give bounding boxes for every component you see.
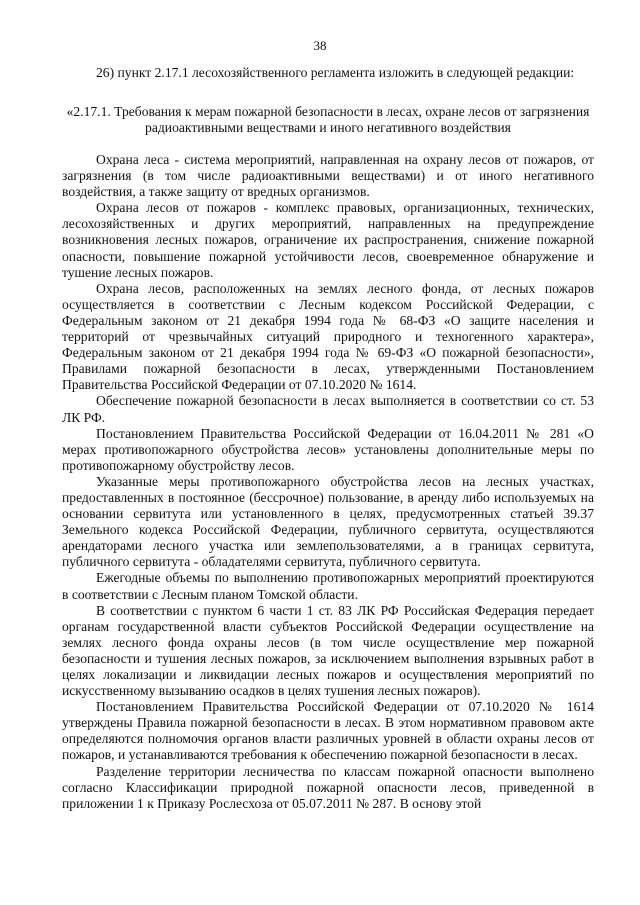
page-number: 38 xyxy=(313,38,327,53)
paragraph: Постановлением Правительства Российской Федерации от 07.10.2020 № 1614 утверждены Правила пожарной безопасности в лесах. В этом нормативном правовом акте определяются полномочия органов власти различных уровней в области охраны лесов от пожаров, и устанавливаются требования к обеспечению пожарной безопасности в лесах. xyxy=(62,699,594,763)
paragraph: Разделение территории лесничества по классам пожарной опасности выполнено согласно Классификации природной пожарной опасности лесов, приведенной в приложении 1 к Приказу Рослесхоза от 05.07.2011 № 287. В основу этой xyxy=(62,763,594,811)
paragraph: Постановлением Правительства Российской Федерации от 16.04.2011 № 281 «О мерах противопожарного обустройства лесов» установлены дополнительные меры по противопожарному обустройству лесов. xyxy=(62,425,594,473)
paragraph: Указанные меры противопожарного обустройства лесов на лесных участках, предоставленных в постоянное (бессрочное) пользование, в аренду либо используемых на основании сервитута или установленного в целях, предусмотренных статьей 39.37 Земельного кодекса Российской Федерации, публичного сервитута, осуществляются арендаторами лесного участка или землепользователями, а в границах сервитута, публичного сервитута - обладателями сервитута, публичного сервитута. xyxy=(62,473,594,570)
paragraph: Охрана лесов, расположенных на землях лесного фонда, от лесных пожаров осуществляется в соответствии с Лесным кодексом Российской Федерации, с Федеральным законом от 21 декабря 1994 года № 68-ФЗ «О защите населения и территорий от чрезвычайных ситуаций природного и техногенного характера», Федеральным законом от 21 декабря 1994 года № 69-ФЗ «О пожарной безопасности», Правилами пожарной безопасности в лесах, утвержденными Постановлением Правительства Российской Федерации от 07.10.2020 № 1614. xyxy=(62,280,594,393)
amendment-intro: 26) пункт 2.17.1 лесохозяйственного регламента изложить в следующей редакции: xyxy=(96,65,575,80)
paragraph: Охрана леса - система мероприятий, направленная на охрану лесов от пожаров, от загрязнения (в том числе радиоактивными веществами) и от иного негативного воздействия, а также защиту от вредных организмов. xyxy=(62,152,594,200)
paragraph: Охрана лесов от пожаров - комплекс правовых, организационных, технических, лесохозяйственных и других мероприятий, направленных на предупреждение возникновения лесных пожаров, ограничение их распространения, снижение пожарной опасности, повышение пожарной устойчивости лесов, своевременное обнаружение и тушение лесных пожаров. xyxy=(62,200,594,280)
section-heading: «2.17.1. Требования к мерам пожарной безопасности в лесах, охране лесов от загрязнения радиоактивными веществами и иного негативного воздействия xyxy=(66,104,590,136)
paragraph: В соответствии с пунктом 6 части 1 ст. 83 ЛК РФ Российская Федерация передает органам государственной власти субъектов Российской Федерации осуществление на землях лесного фонда охраны лесов (в том числе осуществление мер пожарной безопасности и тушения лесных пожаров, за исключением выполнения взрывных работ в целях локализации и ликвидации лесных пожаров и осуществления мероприятий по искусственному вызыванию осадков в целях тушения лесных пожаров). xyxy=(62,602,594,699)
body-text xyxy=(62,152,594,812)
paragraph: Ежегодные объемы по выполнению противопожарных мероприятий проектируются в соответствии с Лесным планом Томской области. xyxy=(62,570,594,602)
paragraph: Обеспечение пожарной безопасности в лесах выполняется в соответствии со ст. 53 ЛК РФ. xyxy=(62,393,594,425)
